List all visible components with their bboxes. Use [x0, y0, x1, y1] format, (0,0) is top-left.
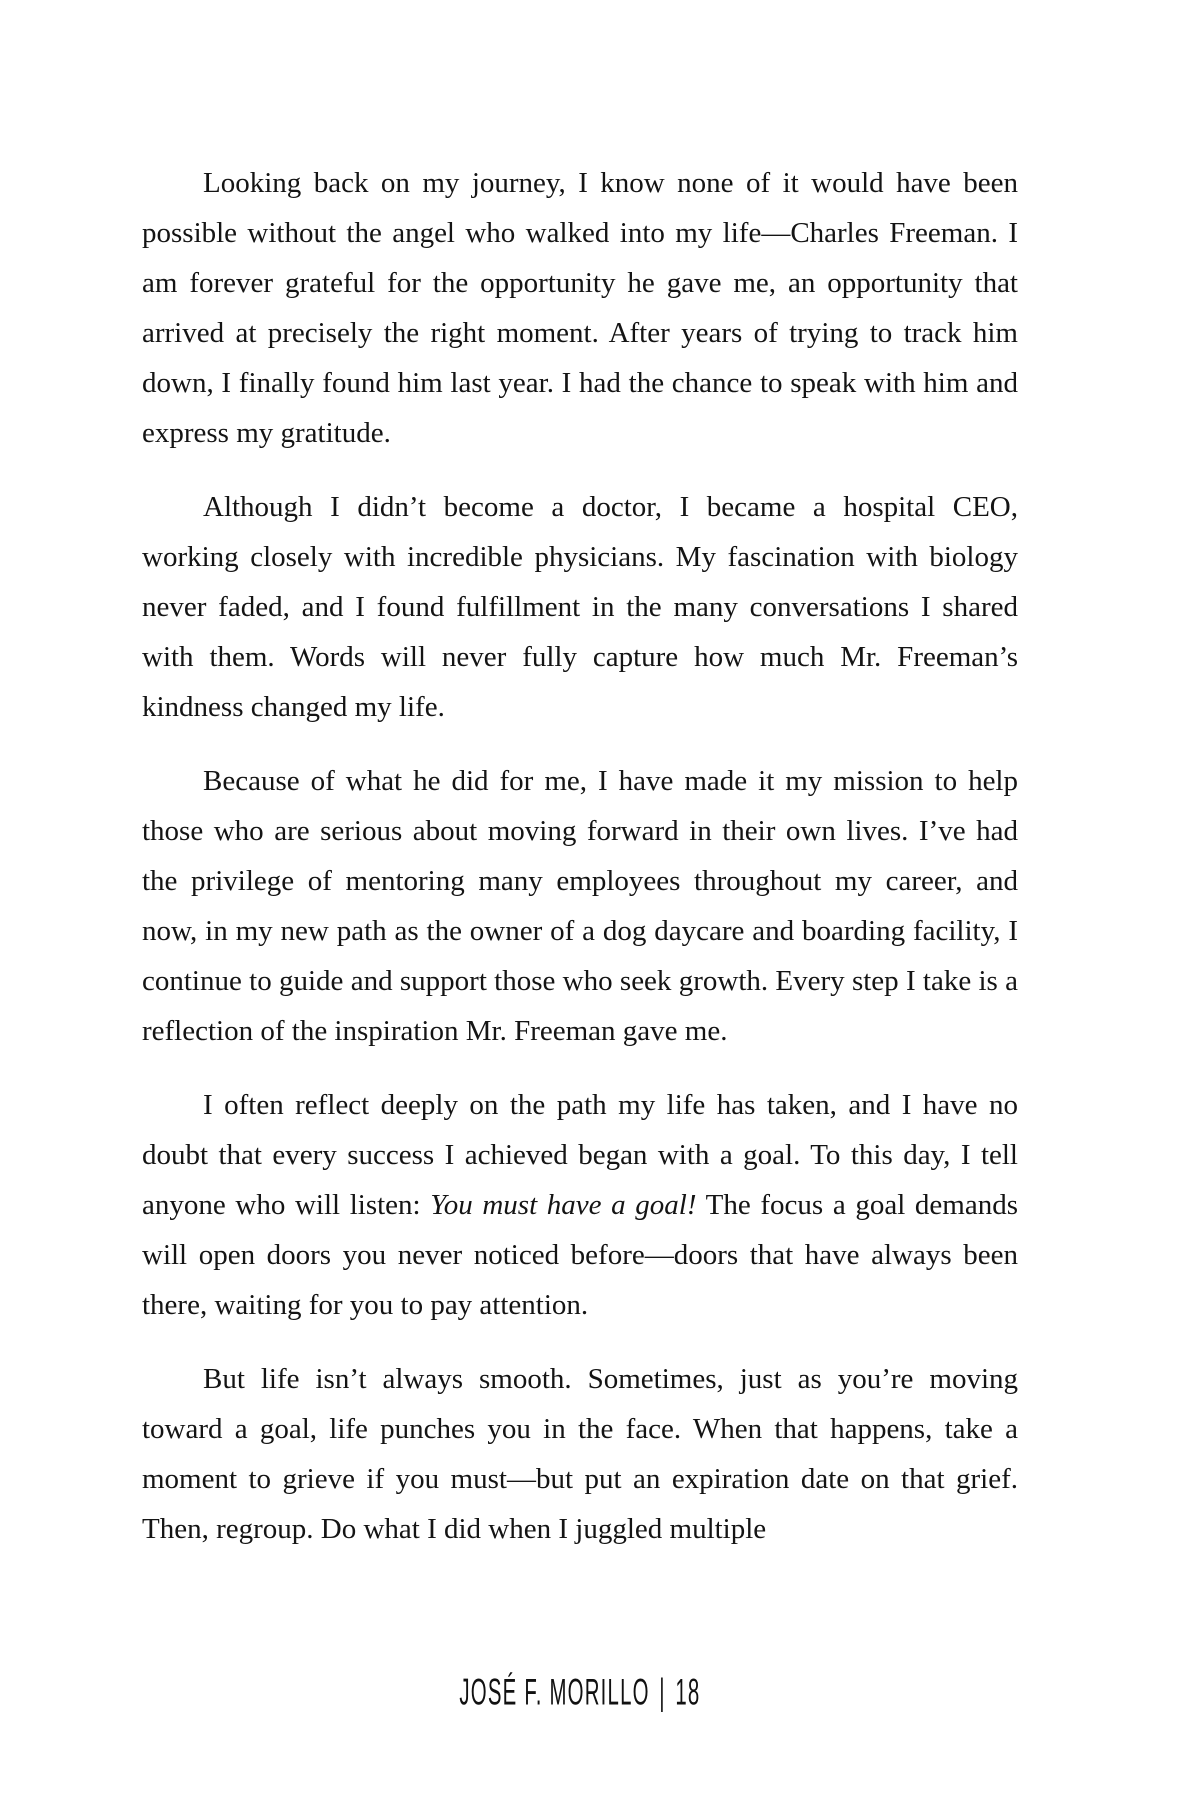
footer-author: JOSÉ F. MORILLO [459, 1672, 650, 1714]
paragraph [142, 482, 1018, 732]
paragraph [142, 1354, 1018, 1554]
paragraph [142, 756, 1018, 1056]
text-run: Although I didn’t become a doctor, I became a hospital CEO, working closely with incredible physicians. My fascination with biology never faded, and I found fulfillment in the many conversations I shared with them. Words will never fully capture how much Mr. Freeman’s kindness changed my life. [142, 491, 1018, 723]
text-run: Looking back on my journey, I know none of it would have been possible without the angel who walked into my life—Charles Freeman. I am forever grateful for the opportunity he gave me, an opportunity that arrived at precisely the right moment. After years of trying to track him down, I finally found him last year. I had the chance to speak with him and express my gratitude. [142, 167, 1018, 449]
running-footer [459, 1672, 700, 1714]
footer-page-number: 18 [675, 1672, 701, 1714]
page-footer [142, 1672, 1018, 1714]
italic-text-run: You must have a goal! [430, 1189, 697, 1221]
text-run: The focus a goal demands will open doors you never noticed before—doors that have always been there, waiting for you to pay attention. [142, 1189, 1018, 1321]
body-text [142, 158, 1018, 1554]
paragraph [142, 1080, 1018, 1330]
text-run: But life isn’t always smooth. Sometimes, just as you’re moving toward a goal, life punches you in the face. When that happens, take a moment to grieve if you must—but put an expiration date on that grief. Then, regroup. Do what I did when I juggled multiple [142, 1363, 1018, 1545]
footer-separator: | [659, 1672, 666, 1714]
paragraph [142, 158, 1018, 458]
text-run: I often reflect deeply on the path my life has taken, and I have no doubt that every success I achieved began with a goal. To this day, I tell anyone who will listen: [142, 1089, 1018, 1221]
text-run: Because of what he did for me, I have made it my mission to help those who are serious about moving forward in their own lives. I’ve had the privilege of mentoring many employees throughout my career, and now, in my new path as the owner of a dog daycare and boarding facility, I continue to guide and support those who seek growth. Every step I take is a reflection of the inspiration Mr. Freeman gave me. [142, 765, 1018, 1047]
